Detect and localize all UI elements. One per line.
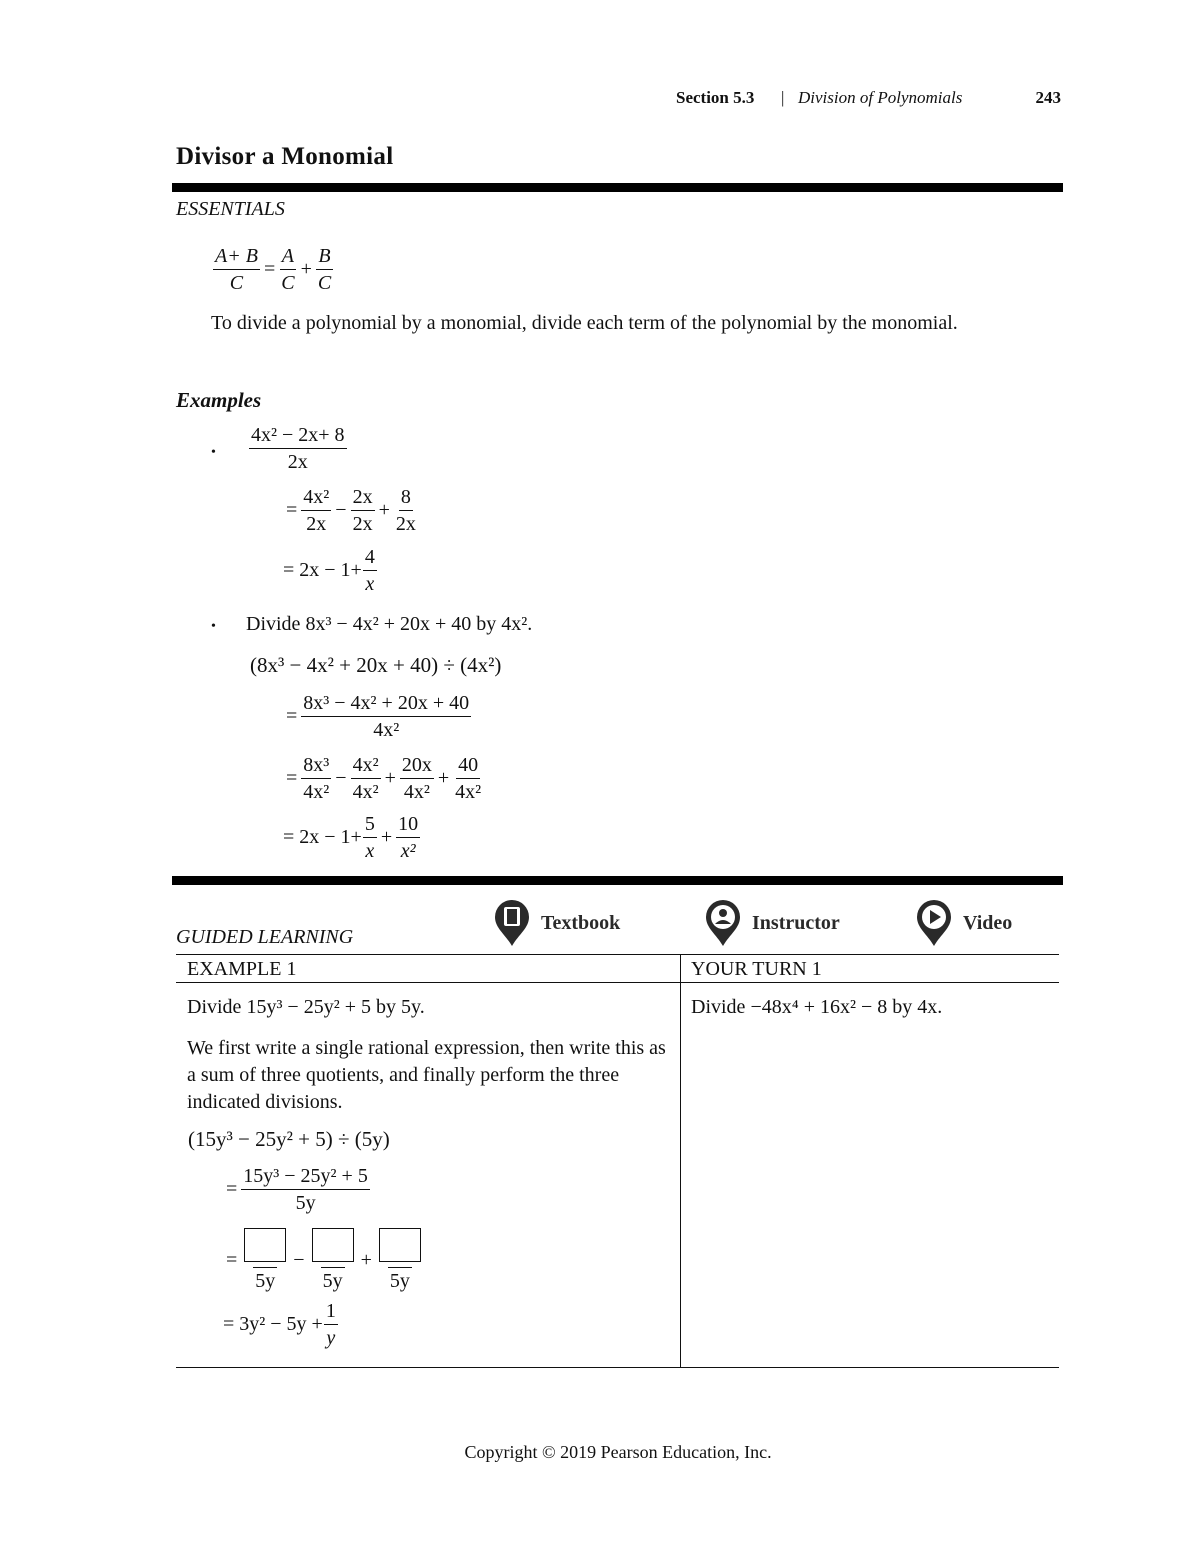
ex2-f3-num: 20x (400, 754, 434, 779)
video-label: Video (963, 911, 1013, 934)
ex2-l4-f1-den: x (365, 840, 375, 862)
example1-denominator: 2x (287, 451, 308, 473)
book-icon (493, 898, 531, 948)
ex2-l4-f1-num: 5 (363, 813, 377, 838)
ex2-f3-den: 4x² (403, 781, 430, 803)
guided-example-word: Divide (187, 996, 242, 1018)
your-turn-word: Divide (691, 996, 746, 1018)
play-icon (915, 898, 953, 948)
guided-line2-den: 5y (295, 1192, 316, 1214)
page-title: Divisor a Monomial (176, 143, 394, 170)
formula-lhs-denominator: C (229, 272, 244, 294)
guided-learning-heading: GUIDED LEARNING (176, 926, 354, 948)
guided-line3-den3: 5y (388, 1267, 412, 1292)
answer-box-1[interactable] (244, 1228, 286, 1262)
video-badge[interactable] (915, 898, 1012, 948)
formula-term2-numerator: B (316, 245, 332, 270)
examples-heading: Examples (176, 388, 262, 412)
example1-line3-lead: = 2x − 1+ (283, 559, 362, 581)
section-rule (172, 876, 1063, 885)
copyright-footer: Copyright © 2019 Pearson Education, Inc. (464, 1442, 772, 1462)
your-turn-poly: −48x⁴ + 16x² − 8 (750, 996, 888, 1018)
your-turn1-header: YOUR TURN 1 (691, 958, 822, 980)
guided-line4-lead: = 3y² − 5y + (223, 1313, 323, 1335)
instructor-icon (704, 898, 742, 948)
example2-prompt-poly: 8x³ − 4x² + 20x + 40 (305, 613, 472, 635)
page-number: 243 (1035, 88, 1061, 107)
ex1-f3-den: 2x (395, 513, 416, 535)
table-header-line (176, 982, 1059, 983)
example2-line4: = 2x − 1+ $\frac{5}{x}$ + $\frac{10}{\text{x²}}$ (283, 813, 419, 862)
guided-example-line3: = 5y − 5y + 5y (223, 1228, 425, 1292)
guided-line3-den1: 5y (253, 1267, 277, 1292)
textbook-label: Textbook (541, 911, 621, 934)
essentials-rule-text: To divide a polynomial by a monomial, divide each term of the polynomial by the monomial. (211, 312, 958, 334)
example2-bullet: • (211, 619, 216, 634)
ex1-f1-num: 4x² (301, 486, 331, 511)
your-turn-prompt (691, 996, 942, 1019)
formula-equals: = (263, 258, 276, 280)
guided-example-explanation: We first write a single rational expression, then write this as a sum of three quotients, and finally perform the three indicated divisions. (187, 1037, 666, 1113)
example2-prompt (246, 613, 532, 636)
example1-numerator: 4x² − 2x+ 8 (249, 424, 347, 449)
ex2-l4-f2-num: 10 (396, 813, 420, 838)
your-turn-divisor: 4x. (917, 996, 943, 1018)
guided-line4-den: y (326, 1327, 336, 1349)
essentials-formula (212, 245, 334, 294)
table-top-line (176, 954, 1059, 955)
example1-bullet: • (211, 445, 216, 460)
example2-line4-lead: = 2x − 1+ (283, 826, 362, 848)
answer-box-3[interactable] (379, 1228, 421, 1262)
formula-lhs-numerator: A+ B (213, 245, 260, 270)
guided-example-by: by (376, 996, 396, 1018)
formula-term1-numerator: A (280, 245, 296, 270)
section-title: Division of Polynomials (798, 88, 963, 107)
ex2-f1-num: 8x³ (301, 754, 331, 779)
guided-example-line4 (223, 1300, 339, 1349)
answer-box-2[interactable] (312, 1228, 354, 1262)
example1-line2: = $\frac{\text{4x²}}{2x}$ − $\frac{2x}{2x}$ + $\frac{8}{2x}$ (286, 486, 416, 535)
ex1-f2-den: 2x (352, 513, 373, 535)
table-bottom-line (176, 1367, 1059, 1368)
ex1-f3-num: 8 (399, 486, 413, 511)
running-header (676, 88, 1061, 116)
ex1-f2-num: 2x (351, 486, 375, 511)
example1-header: EXAMPLE 1 (187, 958, 297, 980)
instructor-label: Instructor (752, 911, 840, 934)
guided-example-divisor: 5y. (401, 996, 425, 1018)
title-rule (172, 183, 1063, 192)
example1-line3 (283, 546, 378, 595)
instructor-badge[interactable] (704, 898, 840, 948)
section-number: Section 5.3 (676, 88, 755, 107)
example2-line1: (8x³ − 4x² + 20x + 40) ÷ (4x²) (250, 653, 502, 677)
table-column-divider (680, 954, 681, 1368)
example2-prompt-word: Divide (246, 613, 301, 635)
example1-line3-num: 4 (363, 546, 377, 571)
header-separator: | (781, 88, 785, 107)
formula-term2-denominator: C (317, 272, 332, 294)
example2-line2: = $\frac{\text{8x³ − 4x² + 20x + 40}}{\text{4x²}}$ (286, 692, 470, 741)
guided-line2-num: 15y³ − 25y² + 5 (241, 1165, 370, 1190)
example2-line2-num: 8x³ − 4x² + 20x + 40 (301, 692, 471, 717)
example1-line3-den: x (365, 573, 375, 595)
textbook-badge[interactable] (493, 898, 620, 948)
essentials-heading: ESSENTIALS (176, 198, 285, 220)
guided-line4-num: 1 (324, 1300, 338, 1325)
example2-line3: = $\frac{\text{8x³}}{\text{4x²}}$ − $\frac{\text{4x²}}{\text{4x²}}$ + $\frac{20x}{\text{4x²}}$ + $\frac{40}{\text{4x²}}$ (286, 754, 482, 803)
guided-example-line2: = $\frac{\text{15y³ − 25y² + 5}}{5y}$ (226, 1165, 368, 1214)
guided-example-prompt (187, 996, 425, 1019)
example2-line2-den: 4x² (373, 719, 400, 741)
example2-prompt-by: by (476, 613, 497, 635)
formula-plus: + (300, 258, 312, 280)
example2-prompt-divisor: 4x². (501, 613, 533, 635)
example1-line1 (248, 424, 348, 473)
formula-term1-denominator: C (281, 272, 295, 294)
guided-example-poly: 15y³ − 25y² + 5 (246, 996, 371, 1018)
ex2-f1-den: 4x² (303, 781, 330, 803)
ex1-f1-den: 2x (306, 513, 327, 535)
your-turn-by: by (892, 996, 913, 1018)
guided-example-line1: (15y³ − 25y² + 5) ÷ (5y) (188, 1127, 390, 1151)
ex2-f2-den: 4x² (352, 781, 379, 803)
ex2-f2-num: 4x² (351, 754, 381, 779)
ex2-f4-den: 4x² (455, 781, 482, 803)
guided-line3-den2: 5y (321, 1267, 345, 1292)
ex2-f4-num: 40 (456, 754, 480, 779)
ex2-l4-f2-den: x² (400, 840, 416, 862)
